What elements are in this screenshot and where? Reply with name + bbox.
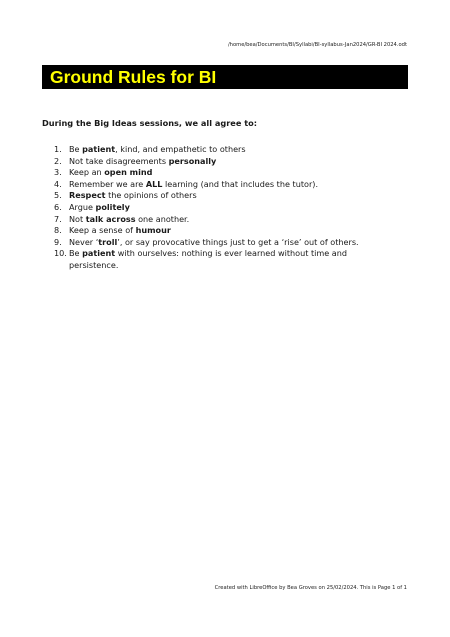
list-item-text: Argue politely <box>69 202 130 212</box>
list-item-number: 3. <box>54 167 62 178</box>
list-item-number: 10. <box>54 248 67 259</box>
intro-text: During the Big Ideas sessions, we all agree to: <box>42 118 258 128</box>
list-item-text: Respect the opinions of others <box>69 190 197 201</box>
title-banner <box>42 65 408 89</box>
list-item-text: Keep a sense of humour <box>69 225 171 236</box>
list-item-number: 1. <box>54 144 62 154</box>
list-item-text: Keep an open mind <box>69 167 153 178</box>
page-footer: Created with LibreOffice by Bea Groves on 25/02/2024. This is Page 1 of 1 <box>214 585 407 591</box>
list-item-number: 7. <box>54 213 62 224</box>
list-item-number: 5. <box>54 190 62 201</box>
list-item-text: Be patient with ourselves: nothing is ever learned without time and <box>69 248 348 259</box>
list-item-number: 6. <box>54 202 62 212</box>
list-item-text: Be patient, kind, and empathetic to others <box>69 144 246 154</box>
page-title: Ground Rules for BI <box>50 67 217 87</box>
list-item-number: 8. <box>54 225 62 236</box>
list-item-text: Not talk across one another. <box>69 213 190 224</box>
list-item-number: 9. <box>54 236 62 247</box>
file-path-header: /home/bea/Documents/BI/Syllabi/BI-syllabus-Jan2024/GR-BI 2024.odt <box>227 42 407 48</box>
list-item-text: Never ‘troll’, or say provocative things just to get a ‘rise’ out of others. <box>69 236 359 247</box>
list-item-text: Not take disagreements personally <box>69 155 217 166</box>
list-item-text: Remember we are ALL learning (and that includes the tutor). <box>69 178 319 189</box>
list-item-text: persistence. <box>69 260 119 270</box>
list-item-number: 2. <box>54 155 62 166</box>
list-item-number: 4. <box>54 178 62 189</box>
